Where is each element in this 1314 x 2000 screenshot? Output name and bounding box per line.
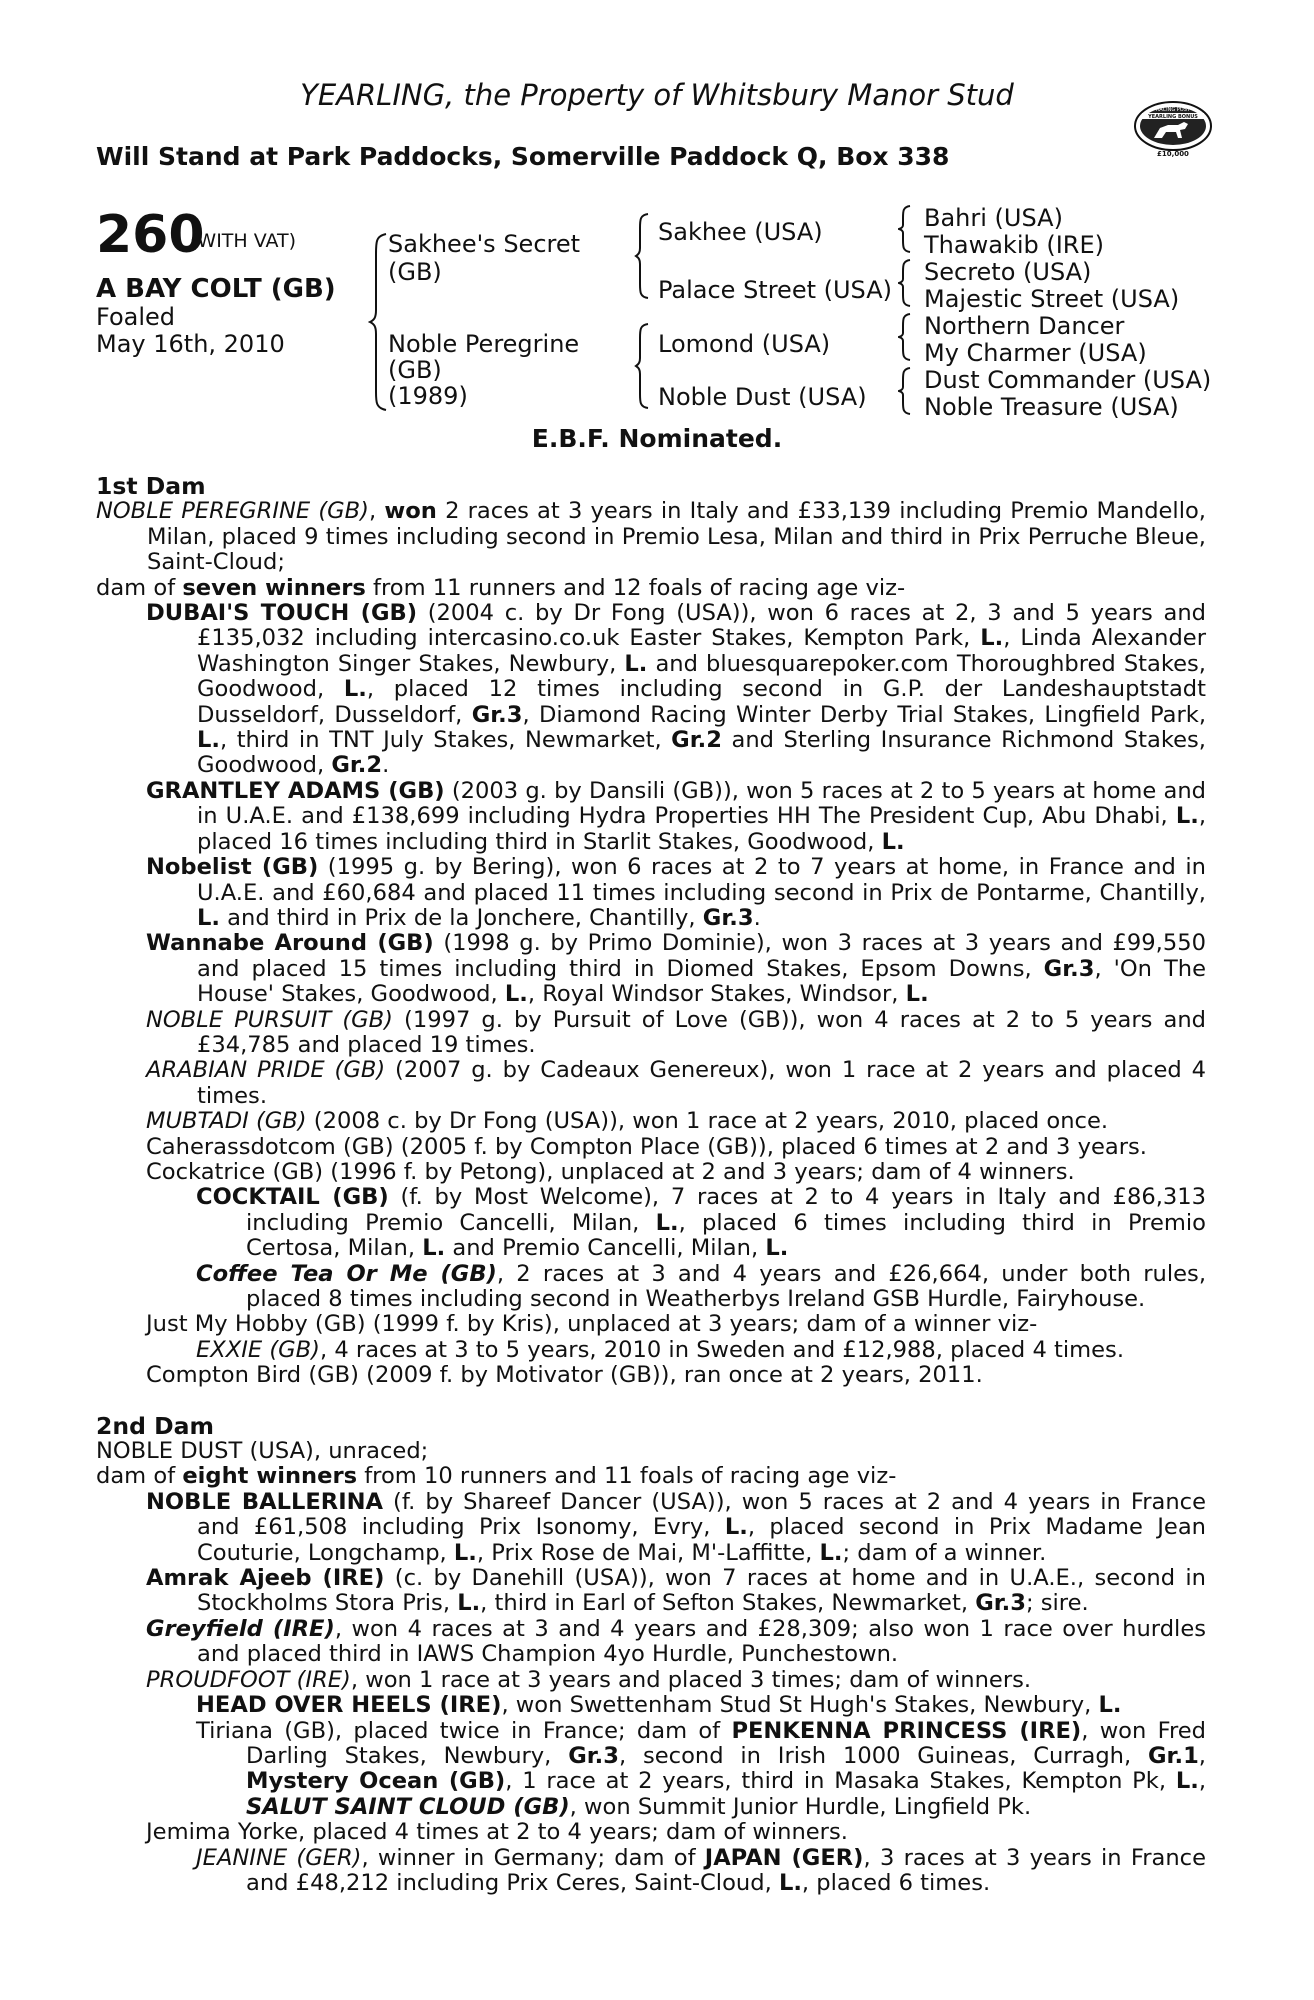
stable-location: Will Stand at Park Paddocks, Somerville Paddock Q, Box 338: [96, 142, 950, 171]
produce-jemima-yorke: Jemima Yorke, placed 4 times at 2 to 4 years; dam of winners.: [146, 1819, 848, 1846]
produce-noble-pursuit: NOBLE PURSUIT (GB) (1997 g. by Pursuit of Love (GB)), won 4 races at 2 to 5 years and £34,785 and placed 19 times.: [146, 1006, 1206, 1058]
sire-dam-dam: Majestic Street (USA): [924, 285, 1180, 313]
foaled-date: May 16th, 2010: [96, 330, 285, 358]
foaled-label: Foaled: [96, 303, 176, 331]
produce-cockatrice: Cockatrice (GB) (1996 f. by Petong), unplaced at 2 and 3 years; dam of 4 winners.: [146, 1158, 1075, 1185]
badge-mid-text: YEARLING BONUS: [1148, 114, 1198, 120]
first-dam-produce-summary: dam of seven winners from 11 runners and 12 foals of racing age viz-: [96, 574, 906, 601]
produce-caherassdotcom: Caherassdotcom (GB) (2005 f. by Compton Place (GB)), placed 6 times at 2 and 3 years.: [146, 1133, 1147, 1160]
sire-dam-sire: Secreto (USA): [924, 258, 1092, 286]
dam-dam-sire: Dust Commander (USA): [924, 366, 1212, 394]
produce-wannabe-around: Wannabe Around (GB) (1998 g. by Primo Dominie), won 3 races at 3 years and £99,550 and placed 15 times including third in Diomed Stakes, Epsom Downs, Gr.3, 'On The House' Stakes, Goodwood, L., Royal Windsor Stakes, Windsor, L.: [146, 930, 1206, 1008]
dam-sire-dam: My Charmer (USA): [924, 339, 1147, 367]
second-dam-produce-summary: dam of eight winners from 10 runners and 11 foals of racing age viz-: [96, 1463, 897, 1490]
sale-title: YEARLING, the Property of Whitsbury Manor Stud: [300, 78, 1014, 112]
produce-proudfoot: PROUDFOOT (IRE), won 1 race at 3 years and placed 3 times; dam of winners.: [146, 1666, 1032, 1693]
grand-produce-coffee-tea-or-me: Coffee Tea Or Me (GB), 2 races at 3 and 4 years and £26,664, under both rules, placed 8 times including second in Weatherbys Ireland GSB Hurdle, Fairyhouse.: [196, 1260, 1207, 1312]
dam-dam: Noble Dust (USA): [658, 383, 867, 411]
badge-amount-text: £10,000: [1157, 150, 1189, 158]
second-dam-heading: 2nd Dam: [96, 1411, 214, 1440]
produce-amrak-ajeeb: Amrak Ajeeb (IRE) (c. by Danehill (USA)), won 7 races at home and in U.A.E., second in Stockholms Stora Pris, L., third in Earl of Sefton Stakes, Newmarket, Gr.3; sire.: [146, 1565, 1206, 1617]
first-dam-heading: 1st Dam: [96, 472, 206, 500]
sire-name: Sakhee's Secret: [388, 230, 581, 258]
pedigree-brace-sd: [898, 258, 912, 308]
grand-produce-exxie: EXXIE (GB), 4 races at 3 to 5 years, 2010 in Sweden and £12,988, placed 4 times.: [196, 1336, 1125, 1363]
produce-mubtadi: MUBTADI (GB) (2008 c. by Dr Fong (USA)), won 1 race at 2 years, 2010, placed once.: [146, 1108, 1109, 1135]
grand-produce-cocktail: COCKTAIL (GB) (f. by Most Welcome), 7 races at 2 to 4 years in Italy and £86,313 including Premio Cancelli, Milan, L., placed 6 times including third in Premio Certosa, Milan, L. and Premio Cancelli, Milan, L.: [196, 1184, 1206, 1262]
grand-produce-tiriana: Tiriana (GB), placed twice in France; dam of PENKENNA PRINCESS (IRE), won Fred Darling Stakes, Newbury, Gr.3, second in Irish 1000 Guineas, Curragh, Gr.1, Mystery Ocean (GB), 1 race at 2 years, third in Masaka Stakes, Kempton Pk, L., SALUT SAINT CLOUD (GB), won Summit Junior Hurdle, Lingfield Pk.: [196, 1717, 1207, 1820]
produce-nobelist: Nobelist (GB) (1995 g. by Bering), won 6 races at 2 to 7 years at home, in France and in U.A.E. and £60,684 and placed 11 times including second in Prix de Pontarme, Chantilly, L. and third in Prix de la Jonchere, Chantilly, Gr.3.: [146, 854, 1206, 931]
yearling-bonus-badge-icon: [1132, 98, 1214, 160]
ebf-nomination: E.B.F. Nominated.: [531, 424, 783, 453]
sire-sire-sire: Bahri (USA): [924, 204, 1063, 232]
first-dam-record: NOBLE PEREGRINE (GB), won 2 races at 3 years in Italy and £33,139 including Premio Mandello, Milan, placed 9 times including second in Premio Lesa, Milan and third in Prix Perruche Bleue, Saint-Cloud;: [96, 498, 1206, 576]
sire-sire-dam: Thawakib (IRE): [924, 231, 1104, 259]
produce-compton-bird: Compton Bird (GB) (2009 f. by Motivator (GB)), ran once at 2 years, 2011.: [146, 1362, 983, 1389]
horse-name: A BAY COLT (GB): [96, 274, 336, 304]
dam-dam-dam: Noble Treasure (USA): [924, 393, 1179, 421]
pedigree-brace-ss: [898, 204, 912, 254]
produce-grantley-adams: GRANTLEY ADAMS (GB) (2003 g. by Dansili (GB)), won 5 races at 2 to 5 years at home and in U.A.E. and £138,699 including Hydra Properties HH The President Cup, Abu Dhabi, L., placed 16 times including third in Starlit Stakes, Goodwood, L.: [146, 777, 1207, 855]
grand-produce-jeanine: JEANINE (GER), winner in Germany; dam of JAPAN (GER), 3 races at 3 years in France and £48,212 including Prix Ceres, Saint-Cloud, L., placed 6 times.: [196, 1844, 1206, 1896]
sire-dam: Palace Street (USA): [658, 276, 893, 304]
dam-name: Noble Peregrine: [388, 330, 580, 358]
sire-country: (GB): [388, 258, 442, 286]
second-dam-record: NOBLE DUST (USA), unraced;: [96, 1438, 429, 1465]
pedigree-brace-main: [368, 232, 388, 412]
dam-sire-sire: Northern Dancer: [924, 312, 1125, 340]
produce-noble-ballerina: NOBLE BALLERINA (f. by Shareef Dancer (USA)), won 5 races at 2 and 4 years in France and £61,508 including Prix Isonomy, Evry, L., placed second in Prix Madame Jean Couturie, Longchamp, L., Prix Rose de Mai, M'-Laffitte, L.; dam of a winner.: [146, 1488, 1206, 1566]
pedigree-brace-dam: [634, 322, 650, 410]
pedigree-brace-dd: [898, 366, 912, 416]
dam-country: (GB): [388, 356, 442, 384]
pedigree-brace-ds: [898, 312, 912, 362]
grand-produce-head-over-heels: HEAD OVER HEELS (IRE), won Swettenham Stud St Hugh's Stakes, Newbury, L.: [196, 1692, 1122, 1719]
produce-just-my-hobby: Just My Hobby (GB) (1999 f. by Kris), unplaced at 3 years; dam of a winner viz-: [146, 1311, 1038, 1338]
badge-top-text: RACING POST: [1156, 107, 1190, 113]
sire-sire: Sakhee (USA): [658, 218, 823, 246]
dam-sire: Lomond (USA): [658, 330, 831, 358]
produce-greyfield: Greyfield (IRE), won 4 races at 3 and 4 years and £28,309; also won 1 race over hurdles and placed third in IAWS Champion 4yo Hurdle, Punchestown.: [146, 1615, 1206, 1668]
dam-records: [96, 474, 1206, 1896]
produce-arabian-pride: ARABIAN PRIDE (GB) (2007 g. by Cadeaux Genereux), won 1 race at 2 years and placed 4 times.: [146, 1057, 1206, 1109]
lot-number: 260: [96, 205, 205, 265]
pedigree-brace-sire: [634, 212, 650, 300]
dam-year: (1989): [388, 382, 468, 410]
lot-vat: (WITH VAT): [190, 230, 297, 252]
produce-dubais-touch: DUBAI'S TOUCH (GB) (2004 c. by Dr Fong (USA)), won 6 races at 2, 3 and 5 years and £135,032 including intercasino.co.uk Easter Stakes, Kempton Park, L., Linda Alexander Washington Singer Stakes, Newbury, L. and bluesquarepoker.com Thoroughbred Stakes, Goodwood, L., placed 12 times including second in G.P. der Landeshauptstadt Dusseldorf, Dusseldorf, Gr.3, Diamond Racing Winter Derby Trial Stakes, Lingfield Park, L., third in TNT July Stakes, Newmarket, Gr.2 and Sterling Insurance Richmond Stakes, Goodwood, Gr.2.: [146, 600, 1206, 779]
